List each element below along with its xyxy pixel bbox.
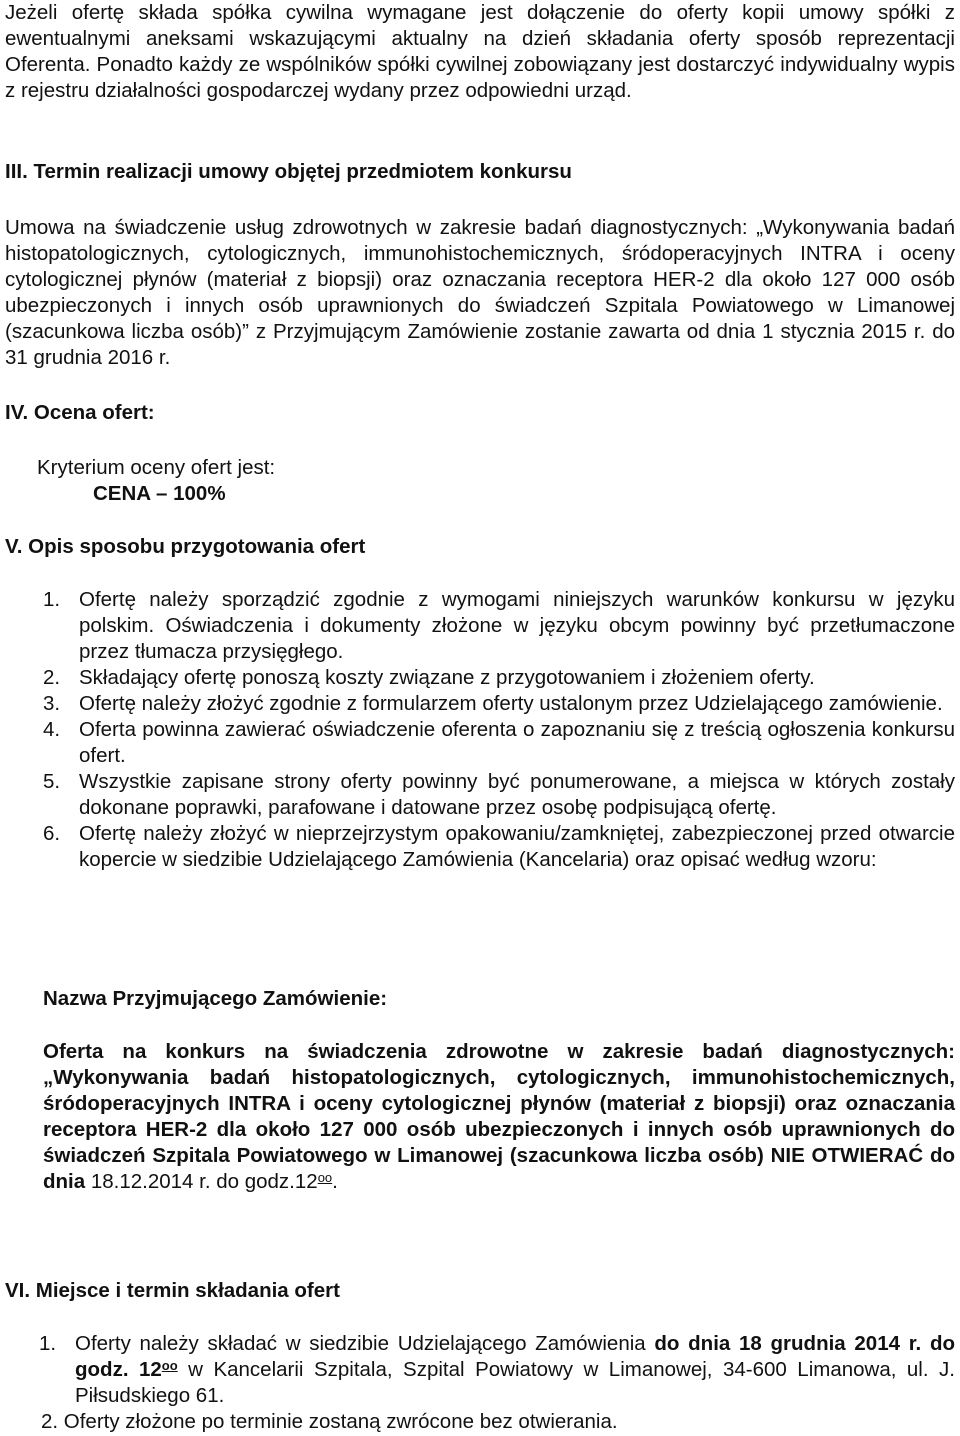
intro-paragraph: Jeżeli ofertę składa spółka cywilna wymagane jest dołączenie do oferty kopii umowy spółki z ewentualnymi aneksami wskazującymi aktualny na dzień składania oferty sposób reprezentacji Oferenta. Ponadto każdy ze wspólników spółki cywilnej zobowiązany jest dostarczyć indywidualny wypis z rejestru działalności gospodarczej wydany przez odpowiedni urząd. bbox=[5, 1, 955, 102]
section-6-list bbox=[5, 1331, 955, 1435]
section-5-heading: V. Opis sposobu przygotowania ofert bbox=[5, 535, 366, 558]
list-item: 5. Wszystkie zapisane strony oferty powinny być ponumerowane, a miejsca w których zostały dokonane poprawki, parafowane i datowane przez osobę podpisującą ofertę. bbox=[43, 770, 955, 819]
envelope-text: Oferta na konkurs na świadczenia zdrowotne w zakresie badań diagnostycznych: „Wykonywania badań histopatologicznych, cytologicznych, immunohistochemicznych, śródoperacyjnych INTRA i oceny cytologicznej płynów (materiał z biopsji) oraz oznaczania receptora HER-2 dla około 127 000 osób ubezpieczonych i innych osób uprawnionych do świadczeń Szpitala Powiatowego w Limanowej (szacunkowa liczba osób) NIE OTWIERAĆ do dnia 18.12.2014 r. do $godz.12^{oo}$. bbox=[43, 1040, 955, 1193]
list-item: 2. Składający ofertę ponoszą koszty związane z przygotowaniem i złożeniem oferty. bbox=[43, 666, 815, 689]
section-3-heading: III. Termin realizacji umowy objętej przedmiotem konkursu bbox=[5, 160, 572, 183]
envelope-name-label: Nazwa Przyjmującego Zamówienie: bbox=[43, 987, 388, 1010]
criterion-value: CENA – 100% bbox=[93, 482, 226, 505]
section-3-body: Umowa na świadczenie usług zdrowotnych w zakresie badań diagnostycznych: „Wykonywania badań histopatologicznych, cytologicznych, immunohistochemicznych, śródoperacyjnych INTRA i oceny cytologicznej płynów (materiał z biopsji) oraz oznaczania receptora HER-2 dla około 127 000 osób ubezpieczonych i innych osób uprawnionych do świadczeń Szpitala Powiatowego w Limanowej (szacunkowa liczba osób)” z Przyjmującym Zamówienie zostanie zawarta od dnia 1 stycznia 2015 r. do 31 grudnia 2016 r. bbox=[5, 216, 955, 369]
list-item: 1. Ofertę należy sporządzić zgodnie z wymogami niniejszych warunków konkursu w języku polskim. Oświadczenia i dokumenty złożone w języku obcym powinny być przetłumaczone przez tłumacza przysięgłego. bbox=[43, 588, 955, 663]
list-item: 1. Oferty należy składać w siedzibie Udzielającego Zamówienia do dnia 18 grudnia 2014 r. do godz. $12^{oo}$ w Kancelarii Szpitala, Szpital Powiatowy w Limanowej, 34-600 Limanowa, ul. J. Piłsudskiego 61. bbox=[39, 1332, 955, 1407]
list-item: 6. Ofertę należy złożyć w nieprzejrzystym opakowaniu/zamkniętej, zabezpieczonej przed otwarcie kopercie w siedzibie Udzielającego Zamówienia (Kancelaria) oraz opisać według wzoru: bbox=[43, 822, 955, 871]
criterion-label: Kryterium oceny ofert jest: bbox=[37, 456, 276, 479]
section-4-heading: IV. Ocena ofert: bbox=[5, 401, 155, 424]
list-item: 3. Ofertę należy złożyć zgodnie z formularzem oferty ustalonym przez Udzielającego zamówienie. bbox=[43, 692, 943, 715]
list-item: 2. Oferty złożone po terminie zostaną zwrócone bez otwierania. bbox=[41, 1410, 618, 1433]
section-6-heading: VI. Miejsce i termin składania ofert bbox=[5, 1279, 340, 1302]
section-5-list bbox=[5, 587, 955, 873]
list-item: 4. Oferta powinna zawierać oświadczenie oferenta o zapoznaniu się z treścią ogłoszenia konkursu ofert. bbox=[43, 718, 955, 767]
